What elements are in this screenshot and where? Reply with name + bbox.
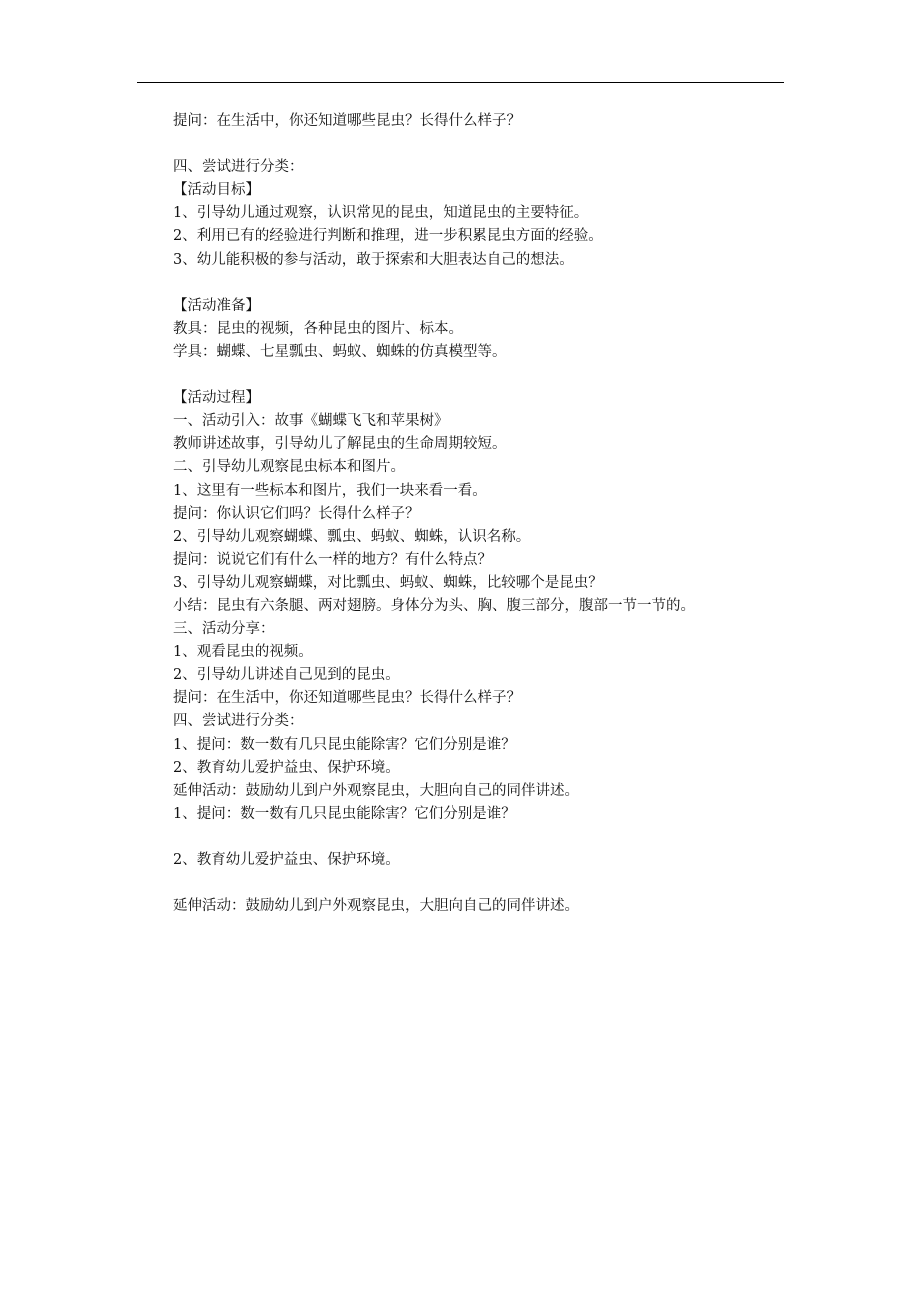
text-line: 2、引导幼儿讲述自己见到的昆虫。 <box>173 667 400 684</box>
text-line: 三、活动分享： <box>173 621 275 638</box>
text-line: 提问：在生活中，你还知道哪些昆虫？长得什么样子？ <box>173 690 521 707</box>
text-line: 四、尝试进行分类： <box>173 713 304 730</box>
text-line: 1、提问：数一数有几只昆虫能除害？它们分别是谁？ <box>173 805 516 822</box>
text-line: 3、引导幼儿观察蝴蝶，对比瓢虫、蚂蚁、蜘蛛，比较哪个是昆虫？ <box>173 574 603 591</box>
text-line: 1、引导幼儿通过观察，认识常见的昆虫，知道昆虫的主要特征。 <box>173 205 589 222</box>
text-line: 2、教育幼儿爱护益虫、保护环境。 <box>173 759 400 776</box>
text-line: 延伸活动：鼓励幼儿到户外观察昆虫，大胆向自己的同伴讲述。 <box>173 898 579 915</box>
text-line: 二、引导幼儿观察昆虫标本和图片。 <box>173 459 405 476</box>
text-line: 教具：昆虫的视频，各种昆虫的图片、标本。 <box>173 320 463 337</box>
section-heading: 【活动过程】 <box>173 390 260 407</box>
blank-line <box>173 272 793 295</box>
blank-line <box>173 826 793 849</box>
blank-line <box>173 133 793 156</box>
text-line: 小结：昆虫有六条腿、两对翅膀。身体分为头、胸、腹三部分，腹部一节一节的。 <box>173 597 695 614</box>
text-line: 3、幼儿能积极的参与活动，敢于探索和大胆表达自己的想法。 <box>173 251 574 268</box>
section-heading: 四、尝试进行分类： <box>173 159 304 176</box>
blank-line <box>173 364 793 387</box>
text-line: 提问：说说它们有什么一样的地方？有什么特点？ <box>173 551 492 568</box>
section-heading: 【活动目标】 <box>173 182 260 199</box>
text-line: 2、教育幼儿爱护益虫、保护环境。 <box>173 852 400 868</box>
text-line: 一、活动引入：故事《蝴蝶飞飞和苹果树》 <box>173 413 449 430</box>
text-line: 2、引导幼儿观察蝴蝶、瓢虫、蚂蚁、蜘蛛，认识名称。 <box>173 528 531 545</box>
text-line: 2、利用已有的经验进行判断和推理，进一步积累昆虫方面的经验。 <box>173 228 603 245</box>
section-heading: 【活动准备】 <box>173 297 260 314</box>
document-body <box>173 110 793 918</box>
header-rule <box>137 82 784 83</box>
text-line: 延伸活动：鼓励幼儿到户外观察昆虫，大胆向自己的同伴讲述。 <box>173 782 579 799</box>
text-line: 学具：蝴蝶、七星瓢虫、蚂蚁、蜘蛛的仿真模型等。 <box>173 343 507 360</box>
text-line: 提问：在生活中，你还知道哪些昆虫？长得什么样子？ <box>173 113 521 129</box>
text-line: 教师讲述故事，引导幼儿了解昆虫的生命周期较短。 <box>173 436 507 453</box>
text-line: 1、提问：数一数有几只昆虫能除害？它们分别是谁？ <box>173 736 516 753</box>
text-line: 1、观看昆虫的视频。 <box>173 644 313 661</box>
text-line: 提问：你认识它们吗？长得什么样子？ <box>173 505 420 522</box>
text-line: 1、这里有一些标本和图片，我们一块来看一看。 <box>173 482 487 499</box>
blank-line <box>173 872 793 895</box>
